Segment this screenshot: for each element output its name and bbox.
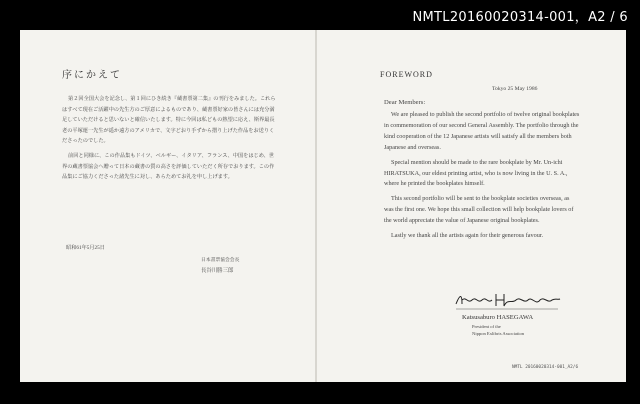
signature-name: Katsusaburo HASEGAWA bbox=[462, 314, 534, 321]
foreword-paragraph: Lastly we thank all the artists again for their generous favour. bbox=[391, 232, 544, 240]
foreword-paragraph: This second portfolio will be sent to the bookplate societies overseas, as was the first one. We hope this small collection will help bookplate lovers of the world appreciate the value of Japanese original bookplates. bbox=[384, 195, 574, 225]
catalog-id-label: NMTL20160020314-001，A2 / 6 bbox=[412, 10, 628, 25]
handwritten-signature bbox=[452, 290, 562, 312]
foreword-paragraph: Special mention should be made to the rare bookplate by Mr. Un-ichi HIRATSUKA, our eldest printing artist, who is now living in the U. S. A., where he printed the bookplates himself. bbox=[384, 158, 568, 188]
foreword-date: Tokyo 25 May 1986 bbox=[492, 86, 538, 92]
left-page bbox=[20, 30, 316, 382]
foreword-title: FOREWORD bbox=[380, 70, 433, 79]
book-spine bbox=[315, 30, 317, 382]
jp-paragraph: 前回と同様に、この作品集もドイツ、ベルギー、イタリア、フランス、中国をはじめ、世界の蔵書票協会へ贈って日本の蔵書の質の高さを評価していただく所存でおります。この作品集にご協力くださった諸先生に対し、あらためてお礼を申し上げます。 bbox=[62, 152, 275, 181]
signature-title-line1: President of the bbox=[472, 324, 501, 329]
jp-paragraph: 第２回全国大会を記念し、第１回にひき続き『蔵書票第二集』の刊行をみました。これらはすべて現在ご活躍中の先生方のご厚意によるものであり、蔵書票好家の皆さんには充分満足していただけると思いないと確信いたします。特に今回は私どもの熱望に応え、斯界最長老の平塚運一先生が遥か遠方のアメリカで、文字どおり手ずから摺り上げた作品をお送りくださったのでした。 bbox=[62, 96, 276, 145]
foreword-body bbox=[384, 110, 580, 246]
foreword-paragraph: We are pleased to publish the second portfolio of twelve original bookplates in commemoration of our second General Assembly. The portfolio through the kind cooperation of the 12 Japanese artists will satisfy all the members both Japanese and overseas. bbox=[384, 111, 580, 151]
jp-organization: 日本書票協会会長 bbox=[201, 258, 240, 263]
jp-title: 序にかえて bbox=[62, 70, 122, 81]
jp-author: 長谷川勝三郎 bbox=[201, 268, 234, 274]
signature-title-line2: Nippon Exlibris Association bbox=[472, 331, 525, 336]
jp-date: 昭和61年5月25日 bbox=[66, 245, 105, 251]
handwritten-catalog-note: NMTL 20160020314-001_A2/6 bbox=[512, 365, 579, 370]
jp-body bbox=[62, 94, 277, 187]
foreword-salutation: Dear Members: bbox=[384, 99, 426, 106]
